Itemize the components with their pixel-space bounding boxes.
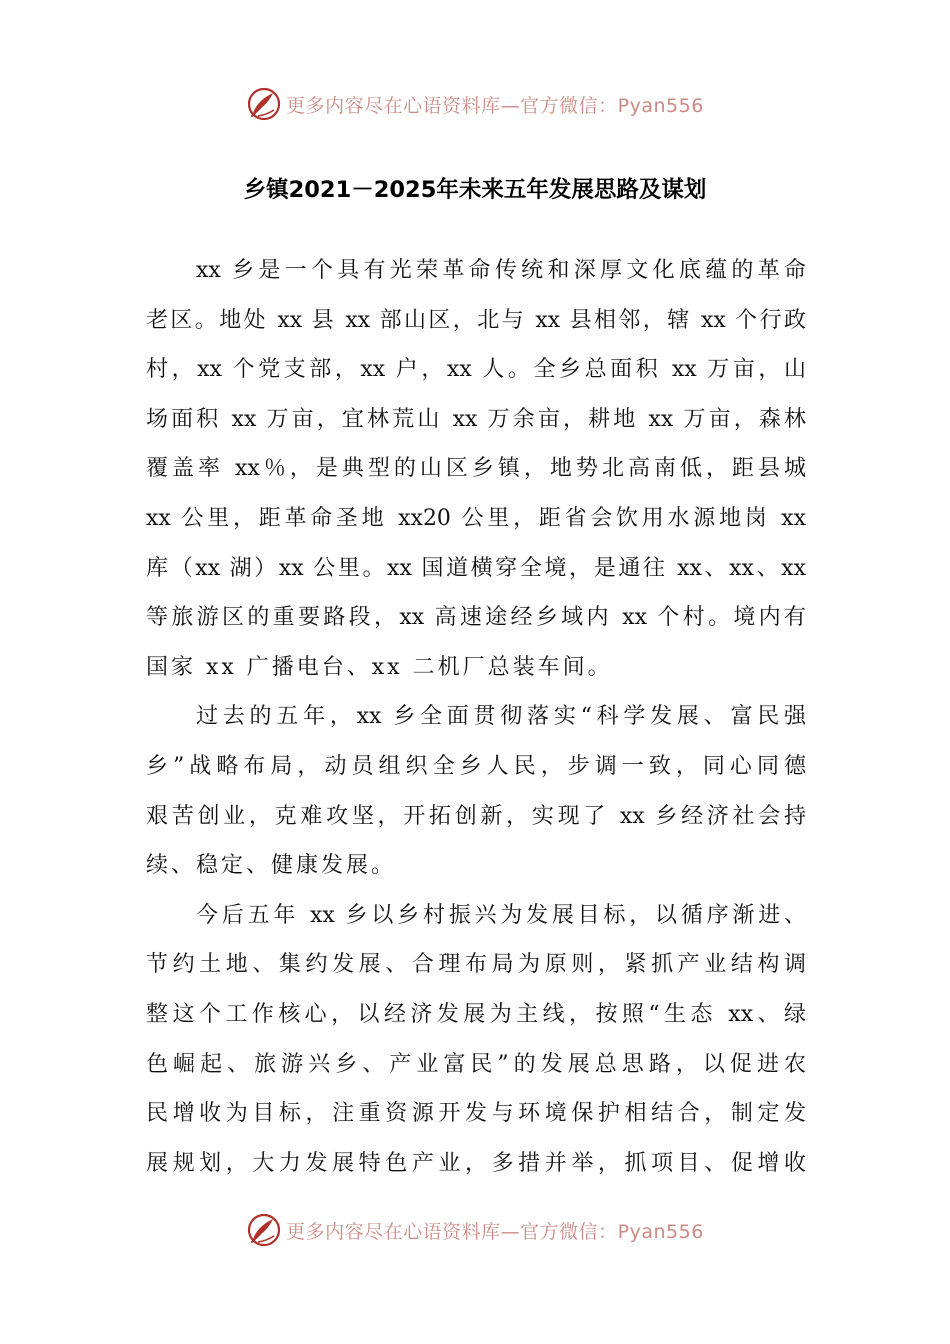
text-line: 场面积 xx 万亩，宜林荒山 xx 万余亩，耕地 xx 万亩，森林 xyxy=(146,406,806,432)
header-watermark xyxy=(0,84,950,124)
text-line: 过去的五年，xx 乡全面贯彻落实“科学发展、富民强 xyxy=(196,704,806,730)
text-line: 民增收为目标，注重资源开发与环境保护相结合，制定发 xyxy=(146,1101,806,1127)
text-line: 艰苦创业，克难攻坚，开拓创新，实现了 xx 乡经济社会持 xyxy=(146,803,806,829)
text-line: 今后五年 xx 乡以乡村振兴为发展目标，以循序渐进、 xyxy=(196,902,806,928)
text-line: 等旅游区的重要路段，xx 高速途经乡域内 xx 个村。境内有 xyxy=(146,605,806,631)
text-line: 整这个工作核心，以经济发展为主线，按照“生态 xx、绿 xyxy=(146,1001,806,1027)
text-line: 老区。地处 xx 县 xx 部山区，北与 xx 县相邻，辖 xx 个行政 xyxy=(146,307,806,333)
text-line: 节约土地、集约发展、合理布局为原则，紧抓产业结构调 xyxy=(146,952,806,978)
footer-watermark xyxy=(0,1210,950,1250)
watermark-text: 更多内容尽在心语资料库—官方微信：Pyan556 xyxy=(286,1220,704,1243)
text-line: 展规划，大力发展特色产业，多措并举，抓项目、促增收 xyxy=(146,1150,806,1176)
feather-pen-logo-icon xyxy=(246,86,282,122)
document-title: 乡镇2021－2025年未来五年发展思路及谋划 xyxy=(243,177,707,203)
text-line: 续、稳定、健康发展。 xyxy=(146,853,397,879)
text-line: xx 公里，距革命圣地 xx20 公里，距省会饮用水源地岗 xx xyxy=(146,505,806,531)
text-line: 库（xx 湖）xx 公里。xx 国道横穿全境，是通往 xx、xx、xx xyxy=(146,555,806,581)
text-line: 覆盖率 xx％，是典型的山区乡镇，地势北高南低，距县城 xyxy=(146,456,806,482)
text-line: 村，xx 个党支部，xx 户，xx 人。全乡总面积 xx 万亩，山 xyxy=(146,357,806,383)
text-line: 乡”战略布局，动员组织全乡人民，步调一致，同心同德 xyxy=(146,753,806,779)
watermark-text: 更多内容尽在心语资料库—官方微信：Pyan556 xyxy=(286,94,704,117)
text-line: 色崛起、旅游兴乡、产业富民”的发展总思路，以促进农 xyxy=(146,1051,806,1077)
document-body xyxy=(146,246,806,1188)
text-line: 国家 xx 广播电台、xx 二机厂总装车间。 xyxy=(146,654,613,680)
text-line: xx 乡是一个具有光荣革命传统和深厚文化底蕴的革命 xyxy=(196,258,806,283)
feather-pen-logo-icon xyxy=(246,1212,282,1248)
